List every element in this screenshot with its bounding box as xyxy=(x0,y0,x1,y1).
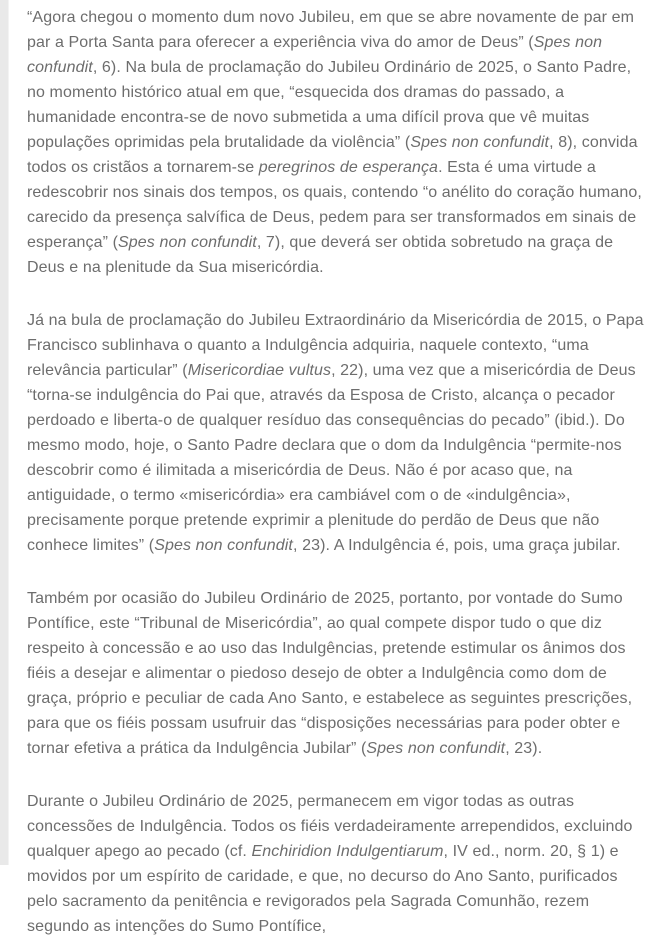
text-segment: Já na bula de proclamação do Jubileu Extraordinário da Misericórdia de 2015, o Papa Francisco sublinhava o quanto a Indulgência adquiria, naquele contexto, “uma relevância particular” ( xyxy=(27,312,644,379)
italic-text-segment: Spes non confundit xyxy=(410,134,550,151)
italic-text-segment: Spes non confundit xyxy=(154,537,293,554)
italic-text-segment: Spes non confundit xyxy=(27,34,603,76)
paragraph xyxy=(27,5,652,280)
italic-text-segment: Misericordiae vultus xyxy=(187,362,332,379)
text-segment: “Agora chegou o momento dum novo Jubileu, em que se abre novamente de par em par a Porta Santa para oferecer a experiência viva do amor de Deus” ( xyxy=(27,9,635,51)
italic-text-segment: Enchiridion Indulgentiarum xyxy=(251,843,444,860)
text-segment: , 23). A Indulgência é, pois, uma graça jubilar. xyxy=(292,537,621,554)
page-left-gutter xyxy=(0,0,9,865)
text-segment: , 8), convida todos os cristãos a tornarem-se xyxy=(27,134,638,176)
text-segment: , 22), uma vez que a misericórdia de Deus “torna-se indulgência do Pai que, através da Esposa de Cristo, alcança o pecador perdoado e liberta-o de qualquer resíduo das consequências do pecado” (ibid.). Do mesmo modo, hoje, o Santo Padre declara que o dom da Indulgência “permite-nos descobrir como é ilimitada a misericórdia de Deus. Não é por acaso que, na antiguidade, o termo «misericórdia» era cambiável com o de «indulgência», precisamente porque pretende exprimir a plenitude do perdão de Deus que não conhece limites” ( xyxy=(27,362,636,554)
text-segment: , 23). xyxy=(505,740,543,757)
paragraph xyxy=(27,789,652,939)
paragraph xyxy=(27,308,652,558)
document-body xyxy=(27,5,652,939)
text-segment: , 7), que deverá ser obtida sobretudo na graça de Deus e na plenitude da Sua misericórdia. xyxy=(27,234,614,276)
text-segment: , 6). Na bula de proclamação do Jubileu Ordinário de 2025, o Santo Padre, no momento histórico atual em que, “esquecida dos dramas do passado, a humanidade encontra-se de novo submetida a uma difícil prova que vê muitas populações oprimidas pela brutalidade da violência” ( xyxy=(27,59,632,151)
paragraph xyxy=(27,586,652,761)
document-text-area xyxy=(9,0,666,939)
text-segment: Durante o Jubileu Ordinário de 2025, permanecem em vigor todas as outras concessões de Indulgência. Todos os fiéis verdadeiramente arrependidos, excluindo qualquer apego ao pecado (cf. xyxy=(27,793,633,860)
italic-text-segment: Spes non confundit xyxy=(118,234,257,251)
text-segment: , IV ed., norm. 20, § 1) e movidos por um espírito de caridade, e que, no decurso do Ano Santo, purificados pelo sacramento da penitência e revigorados pela Sagrada Comunhão, rezem segundo as intenções do Sumo Pontífice, xyxy=(27,843,619,935)
text-segment: . Esta é uma virtude a redescobrir nos sinais dos tempos, os quais, contendo “o anélito do coração humano, carecido da presença salvífica de Deus, pedem para ser transformados em sinais de esperança” ( xyxy=(27,159,642,251)
text-segment: Também por ocasião do Jubileu Ordinário de 2025, portanto, por vontade do Sumo Pontífice, este “Tribunal de Misericórdia”, ao qual compete dispor tudo o que diz respeito à concessão e ao uso das Indulgências, pretende estimular os ânimos dos fiéis a desejar e alimentar o piedoso desejo de obter a Indulgência como dom de graça, próprio e peculiar de cada Ano Santo, e estabelece as seguintes prescrições, para que os fiéis possam usufruir das “disposições necessárias para poder obter e tornar efetiva a prática da Indulgência Jubilar” ( xyxy=(27,590,633,757)
italic-text-segment: Spes non confundit xyxy=(366,740,506,757)
italic-text-segment: peregrinos de esperança xyxy=(258,159,439,176)
